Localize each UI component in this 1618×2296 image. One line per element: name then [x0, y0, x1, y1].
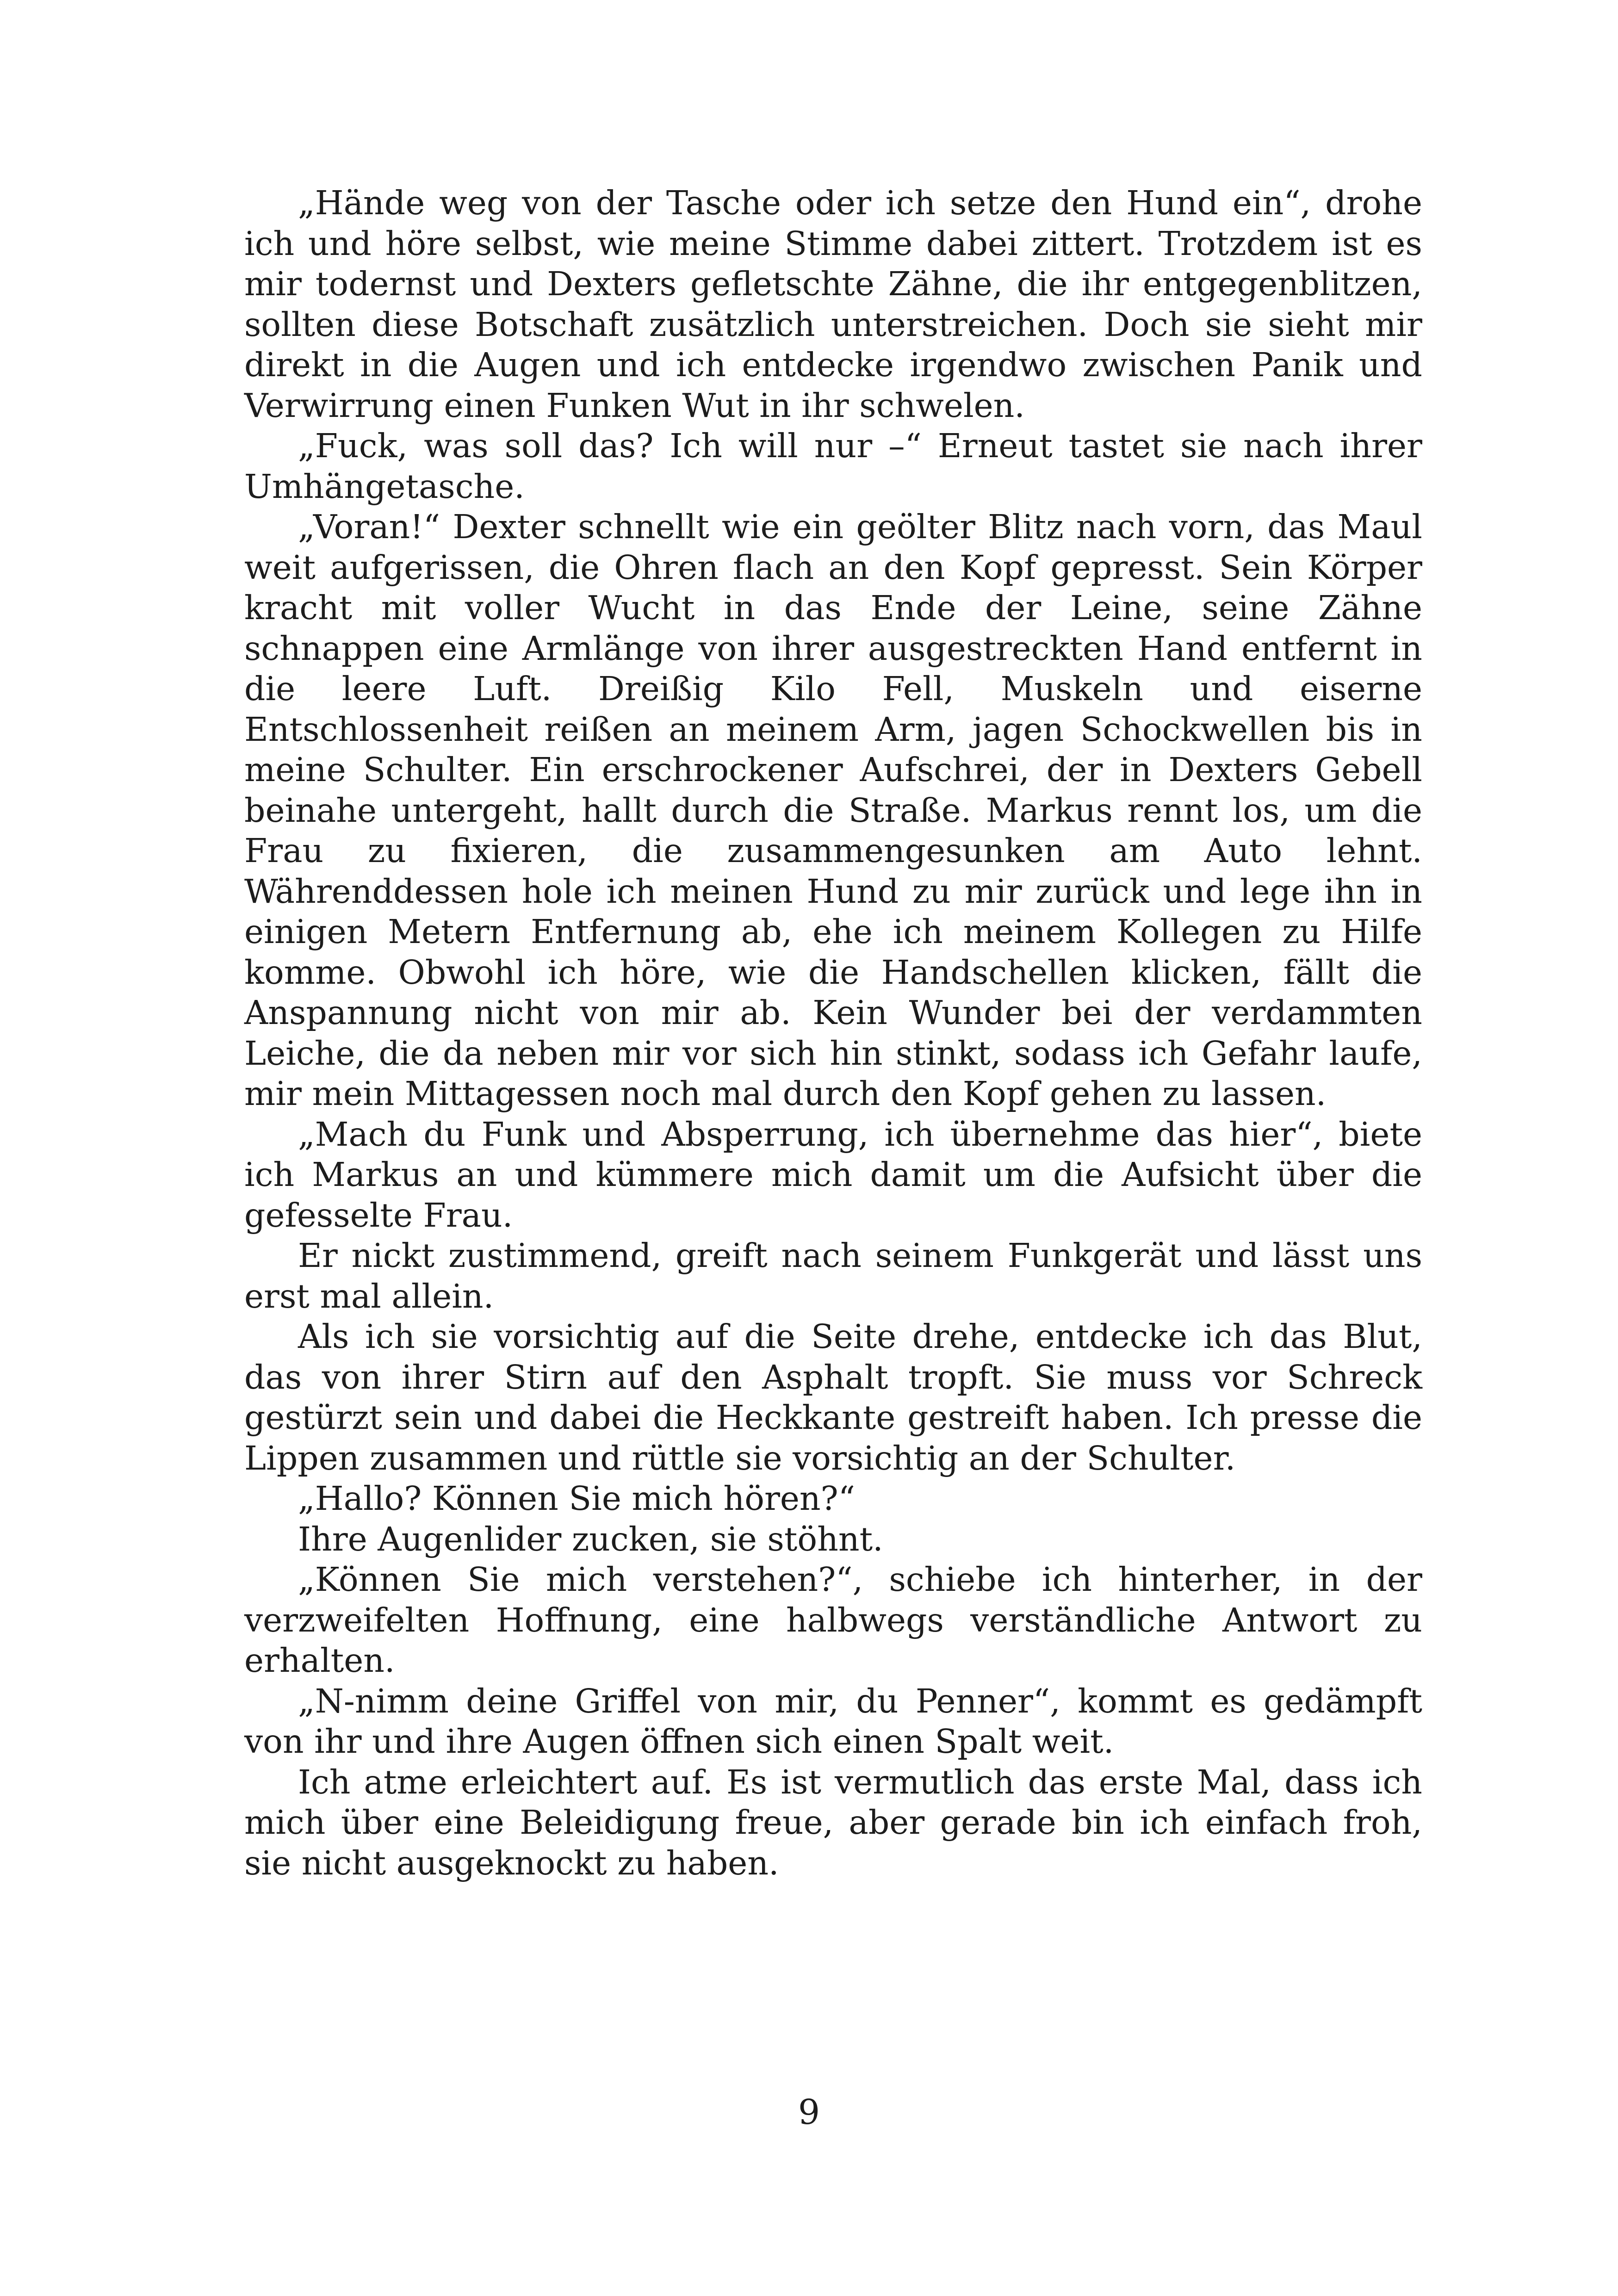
paragraph: „Können Sie mich verstehen?“, schiebe ich hinterher, in der verzweifelten Hoffnung, eine halbwegs verständliche Antwort zu erhalten. [244, 1560, 1422, 1680]
paragraph: „Mach du Funk und Absperrung, ich übernehme das hier“, biete ich Markus an und kümmere mich damit um die Aufsicht über die gefesselte Frau. [244, 1115, 1422, 1235]
paragraph: Ich atme erleichtert auf. Es ist vermutlich das erste Mal, dass ich mich über eine Beleidigung freue, aber gerade bin ich einfach froh, sie nicht ausgeknockt zu haben. [244, 1762, 1422, 1882]
paragraph: Als ich sie vorsichtig auf die Seite drehe, entdecke ich das Blut, das von ihrer Stirn auf den Asphalt tropft. Sie muss vor Schreck gestürzt sein und dabei die Heckkante gestreift haben. Ich presse die Lippen zusammen und rüttle sie vorsichtig an der Schulter. [244, 1317, 1422, 1477]
paragraph: Ihre Augenlider zucken, sie stöhnt. [298, 1520, 883, 1558]
paragraph: „Voran!“ Dexter schnellt wie ein geölter Blitz nach vorn, das Maul weit aufgerissen, die Ohren flach an den Kopf gepresst. Sein Körper kracht mit voller Wucht in das Ende der Leine, seine Zähne schnappen eine Armlänge von ihrer ausgestreckten Hand entfernt in die leere Luft. Dreißig Kilo Fell, Muskeln und eiserne Entschlossenheit reißen an meinem Arm, jagen Schockwellen bis in meine Schulter. Ein erschrockener Aufschrei, der in Dexters Gebell beinahe untergeht, hallt durch die Straße. Markus rennt los, um die Frau zu fixieren, die zusammengesunken am Auto lehnt. Währenddessen hole ich meinen Hund zu mir zurück und lege ihn in einigen Metern Entfernung ab, ehe ich meinem Kollegen zu Hilfe komme. Obwohl ich höre, wie die Handschellen klicken, fällt die Anspannung nicht von mir ab. Kein Wunder bei der verdammten Leiche, die da neben mir vor sich hin stinkt, sodass ich Gefahr laufe, mir mein Mittagessen noch mal durch den Kopf gehen zu lassen. [244, 508, 1422, 1113]
body-text [244, 183, 1422, 1883]
paragraph: „Fuck, was soll das? Ich will nur –“ Erneut tastet sie nach ihrer Umhängetasche. [244, 427, 1422, 506]
paragraph: „N-nimm deine Griffel von mir, du Penner“, kommt es gedämpft von ihr und ihre Augen öffnen sich einen Spalt weit. [244, 1682, 1422, 1761]
paragraph: Er nickt zustimmend, greift nach seinem Funkgerät und lässt uns erst mal allein. [244, 1236, 1422, 1316]
paragraph: „Hände weg von der Tasche oder ich setze den Hund ein“, drohe ich und höre selbst, wie meine Stimme dabei zittert. Trotzdem ist es mir todernst und Dexters gefletschte Zähne, die ihr entgegenblitzen, sollten diese Botschaft zusätzlich unterstreichen. Doch sie sieht mir direkt in die Augen und ich entdecke irgendwo zwischen Panik und Verwirrung einen Funken Wut in ihr schwelen. [244, 184, 1422, 425]
page-number: 9 [798, 2092, 820, 2132]
paragraph: „Hallo? Können Sie mich hören?“ [298, 1479, 855, 1518]
